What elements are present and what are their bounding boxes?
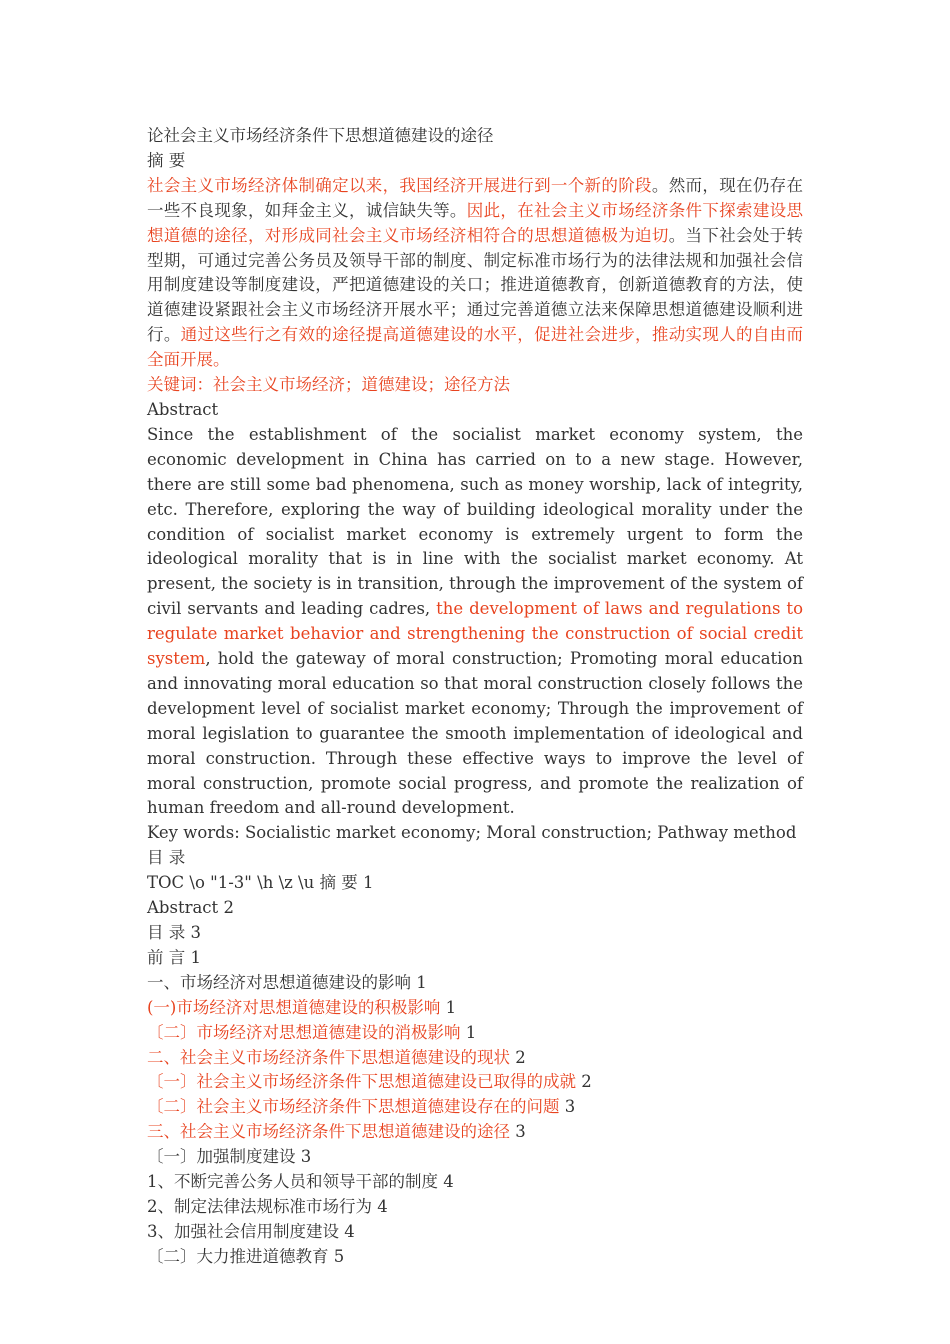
toc-entry-page: 2 xyxy=(515,1047,526,1067)
toc-entry-label: 目 录 xyxy=(147,923,186,942)
toc-entry-label: 〔二〕大力推进道德教育 xyxy=(147,1246,329,1266)
toc-entry-label: 二、社会主义市场经济条件下思想道德建设的现状 xyxy=(147,1047,510,1067)
toc-entry[interactable] xyxy=(147,1170,803,1195)
document-title: 论社会主义市场经济条件下思想道德建设的途径 xyxy=(147,126,494,145)
abstract-en-text-1: Since the establishment of the socialist market economy system, the economic development in China has carried on to a new stage. However, there are still some bad phenomena, such as money worship, lack of integrity, etc. Therefore, exploring the way of building ideological morality under the condition of socialist market economy is extremely urgent to form the ideological morality that is in line with the socialist market economy. At present, the society is in transition, through the improvement of the system of civil servants and leading cadres, xyxy=(147,424,804,619)
toc-entry-page: 4 xyxy=(377,1196,388,1216)
toc-heading: 目 录 xyxy=(147,848,186,868)
toc-entry[interactable] xyxy=(147,1145,803,1170)
toc-entry[interactable] xyxy=(147,946,803,971)
toc-entry[interactable] xyxy=(147,1220,803,1245)
toc-entry-label: Abstract xyxy=(147,898,219,918)
toc-entry-label: 1、不断完善公务人员和领导干部的制度 xyxy=(147,1172,438,1192)
toc-entry-page: 1 xyxy=(445,997,457,1017)
toc-entry-page: 3 xyxy=(515,1122,526,1142)
toc-entry-page: 4 xyxy=(443,1172,454,1192)
toc-entry-label: 〔二〕社会主义市场经济条件下思想道德建设存在的问题 xyxy=(147,1097,560,1117)
abstract-cn-text-1: 。然而，现在仍存在一些不良现象，如拜金主义，诚信缺失等。 xyxy=(147,175,804,220)
toc-entry-label: 3、加强社会信用制度建设 xyxy=(147,1221,339,1241)
abstract-cn-highlight-2: 因此，在社会主义市场经济条件下探索建设思想道德的途径，对形成同社会主义市场经济相符合的思想道德极为迫切 xyxy=(147,200,804,245)
toc-entry[interactable] xyxy=(147,1021,803,1046)
toc-entry-page: 1 xyxy=(363,873,374,893)
toc-entry-label: (一)市场经济对思想道德建设的积极影响 xyxy=(147,997,441,1017)
toc-entry[interactable] xyxy=(147,921,803,946)
toc-entry[interactable] xyxy=(147,1070,803,1095)
abstract-en-highlight: the development of laws and regulations to regulate market behavior and strengthening the construction of social credit system xyxy=(147,599,804,669)
toc-entry[interactable] xyxy=(147,996,803,1021)
toc-entry-page: 3 xyxy=(564,1097,576,1117)
toc-entry-page: 2 xyxy=(223,898,234,918)
toc-entry[interactable] xyxy=(147,871,803,896)
toc-entry-page: 1 xyxy=(416,972,427,992)
toc-entry-page: 1 xyxy=(465,1022,477,1042)
toc-entry-page: 4 xyxy=(344,1221,355,1241)
toc-entry-page: 5 xyxy=(333,1246,345,1266)
toc-entry-label: 前 言 xyxy=(147,947,186,967)
document-body xyxy=(147,124,803,1270)
toc-entry-label: 一、市场经济对思想道德建设的影响 xyxy=(147,972,411,992)
toc-entry[interactable] xyxy=(147,1120,803,1145)
abstract-en-heading: Abstract xyxy=(147,399,219,419)
toc-field-code: TOC \o "1-3" \h \z \u xyxy=(147,873,320,893)
toc-entry-page: 1 xyxy=(190,947,201,967)
toc-entry[interactable] xyxy=(147,1245,803,1270)
toc-entry-label: 2、制定法律法规标准市场行为 xyxy=(147,1196,372,1216)
toc-entry-page: 2 xyxy=(581,1072,592,1092)
toc-entry[interactable] xyxy=(147,1195,803,1220)
abstract-cn-text-2: 。当下社会处于转型期，可通过完善公务员及领导干部的制度、制定标准市场行为的法律法规和加强社会信用制度建设等制度建设，严把道德建设的关口；推进道德教育，创新道德教育的方法，使道德建设紧跟社会主义市场经济开展水平；通过完善道德立法来保障思想道德建设顺利进行。 xyxy=(147,225,804,345)
abstract-en-paragraph xyxy=(147,423,803,822)
toc-entry-label: 三、社会主义市场经济条件下思想道德建设的途径 xyxy=(147,1122,510,1142)
toc-entry-label: 〔一〕社会主义市场经济条件下思想道德建设已取得的成就 xyxy=(147,1072,576,1092)
toc-entry[interactable] xyxy=(147,1046,803,1071)
keywords-cn: 关键词：社会主义市场经济；道德建设；途径方法 xyxy=(147,375,510,395)
abstract-en-text-2: , hold the gateway of moral construction; Promoting moral education and innovating moral education so that moral construction closely follows the development level of socialist market economy; Through the improvement of moral legislation to guarantee the smooth implementation of ideological and moral construction. Through these effective ways to improve the level of moral construction, promote social progress, and promote the realization of human freedom and all-round development. xyxy=(147,649,803,818)
toc-entry-label: 摘 要 xyxy=(319,873,358,893)
abstract-cn-highlight-3: 通过这些行之有效的途径提高道德建设的水平，促进社会进步，推动实现人的自由而全面开展。 xyxy=(147,325,804,370)
abstract-cn-highlight-1: 社会主义市场经济体制确定以来，我国经济开展进行到一个新的阶段 xyxy=(147,175,652,195)
toc-entry[interactable] xyxy=(147,971,803,996)
toc-entry[interactable] xyxy=(147,1095,803,1120)
toc-entry[interactable] xyxy=(147,896,803,921)
toc-entry-label: 〔二〕市场经济对思想道德建设的消极影响 xyxy=(147,1022,461,1042)
keywords-en: Key words: Socialistic market economy; Moral construction; Pathway method xyxy=(147,823,797,843)
abstract-cn-paragraph xyxy=(147,174,803,373)
toc-entry-label: 〔一〕加强制度建设 xyxy=(147,1147,296,1167)
toc-entry-page: 3 xyxy=(190,923,201,942)
abstract-cn-heading: 摘 要 xyxy=(147,150,186,170)
toc-entry-page: 3 xyxy=(300,1147,312,1167)
